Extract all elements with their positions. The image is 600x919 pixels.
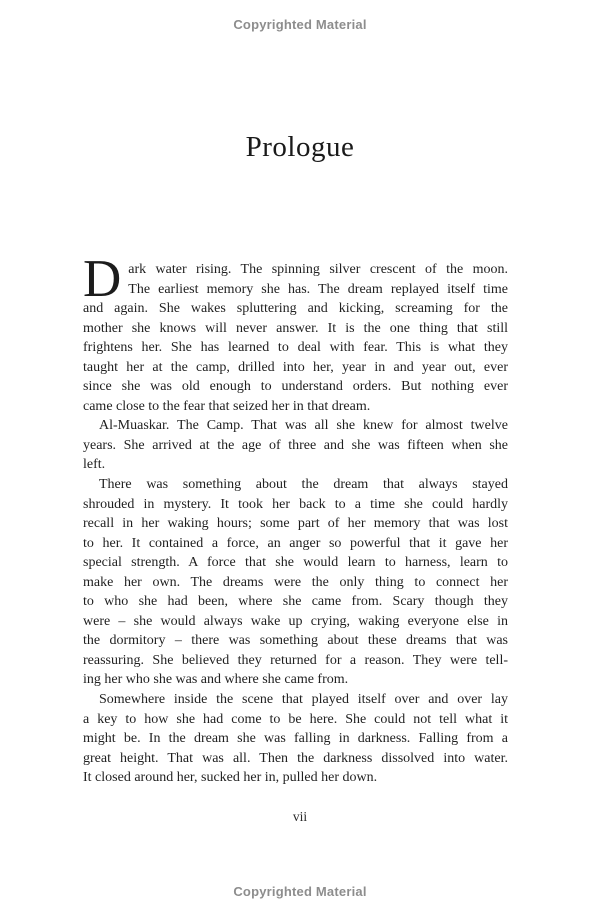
text-line: mother she knows will never answer. It is the one thing that still: [83, 320, 508, 336]
text-line: and again. She wakes spluttering and kicking, screaming for the: [83, 301, 508, 317]
page-number: vii: [292, 809, 308, 824]
text-line: shrouded in mystery. It took her back to a time she could hardly: [83, 496, 508, 512]
text-line: It closed around her, sucked her in, pulled her down.: [83, 770, 378, 786]
paragraph: [83, 475, 508, 690]
chapter-heading: Prologue: [245, 131, 355, 163]
text-line: recall in her waking hours; some part of her memory that was lost: [83, 516, 508, 532]
text-line: might be. In the dream she was falling in darkness. Falling from a: [83, 731, 508, 747]
body-text: [83, 250, 508, 788]
text-line: left.: [83, 457, 106, 473]
text-line: came close to the fear that seized her in that dream.: [83, 398, 371, 414]
copyright-notice-bottom: Copyrighted Material: [233, 884, 367, 899]
text-line: to her. It contained a force, an anger so powerful that it gave her: [83, 535, 508, 551]
copyright-notice-top: Copyrighted Material: [233, 17, 367, 32]
paragraph: [83, 250, 508, 416]
text-line: to who she had been, where she came from. Scary though they: [83, 594, 508, 610]
text-line: the dormitory – there was something about these dreams that was: [83, 633, 508, 649]
text-line: were – she would always wake up crying, waking everyone else in: [83, 613, 508, 629]
text-line: reassuring. She believed they returned for a reason. They were tell-: [83, 652, 508, 668]
text-line: ing her who she was and where she came from.: [83, 672, 349, 688]
text-line: taught her at the camp, drilled into her, year in and year out, ever: [83, 359, 508, 375]
text-line: great height. That was all. Then the darkness dissolved into water.: [83, 750, 508, 766]
paragraph: [83, 690, 508, 788]
text-line: ark water rising. The spinning silver crescent of the moon.: [128, 262, 508, 277]
text-line: years. She arrived at the age of three and she was fifteen when she: [83, 437, 508, 453]
paragraph: [83, 416, 508, 475]
text-line: since she was old enough to understand orders. But nothing ever: [83, 379, 508, 395]
text-line: a key to how she had come to be here. She could not tell what it: [83, 711, 508, 727]
text-line: make her own. The dreams were the only thing to connect her: [83, 574, 508, 590]
text-line: There was something about the dream that always stayed: [99, 477, 508, 493]
text-line: The earliest memory she has. The dream replayed itself time: [128, 281, 508, 297]
text-line: Somewhere inside the scene that played itself over and over lay: [99, 692, 508, 708]
text-line: Al-Muaskar. The Camp. That was all she knew for almost twelve: [99, 418, 508, 434]
drop-cap: D: [83, 250, 122, 308]
text-line: special strength. A force that she would learn to harness, learn to: [83, 555, 508, 571]
text-line: frightens her. She has learned to deal with fear. This is what they: [83, 340, 508, 356]
